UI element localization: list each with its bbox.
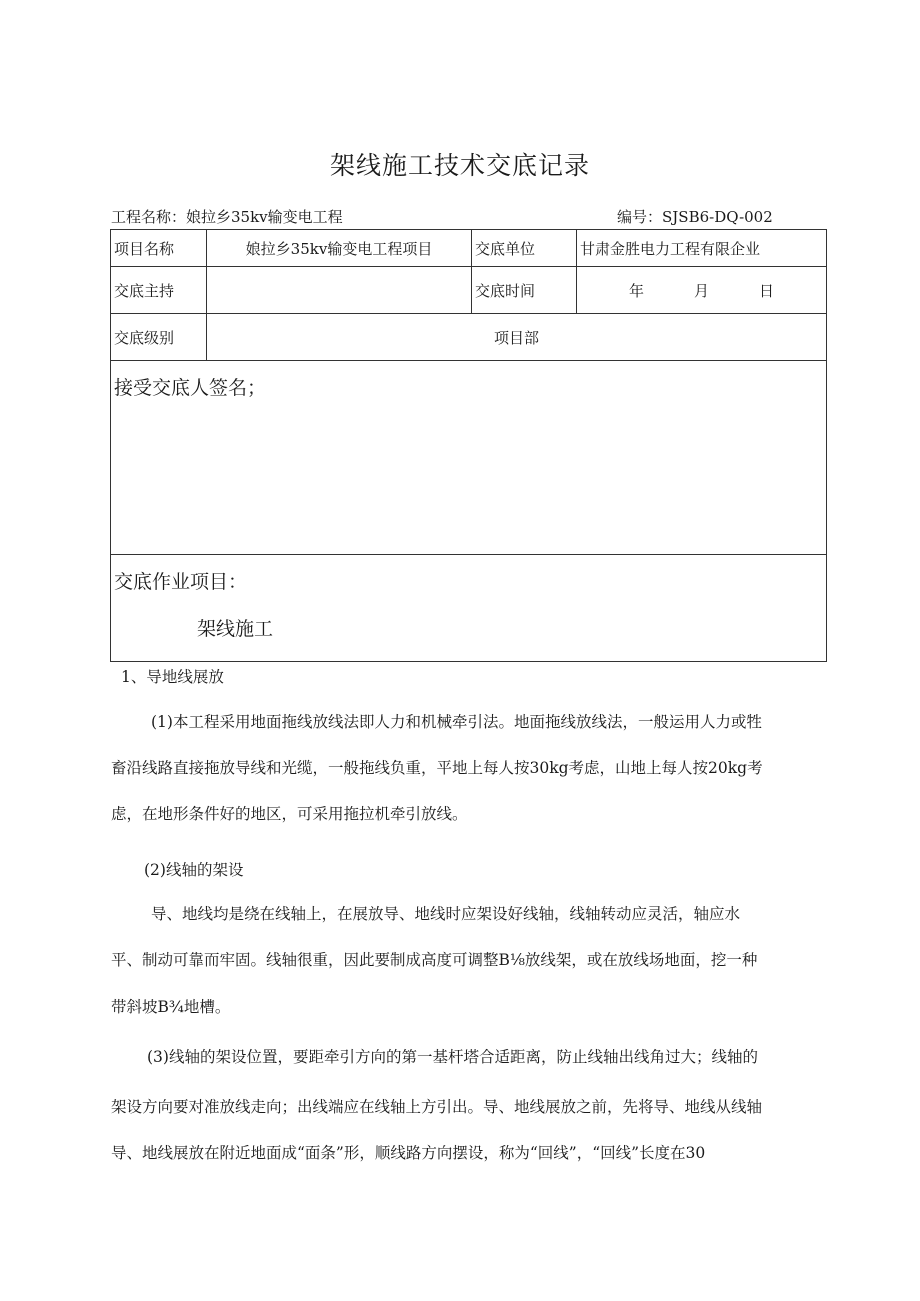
project-name-header: 工程名称：娘拉乡35kv输变电工程 (111, 208, 343, 226)
briefing-level-value: 项目部 (207, 314, 827, 361)
briefing-record-table (110, 229, 827, 662)
briefing-unit-value: 甘肃金胜电力工程有限企业 (577, 230, 827, 267)
briefing-unit-label: 交底单位 (472, 230, 577, 267)
section-heading: 1、导地线展放 (121, 668, 224, 686)
document-number: 编号：SJSB6-DQ-002 (617, 208, 773, 226)
work-item-value: 架线施工 (197, 618, 274, 640)
briefing-host-value (207, 267, 472, 314)
project-name-value: 娘拉乡35kv输变电工程项目 (207, 230, 472, 267)
paragraph-line: 导、地线均是绕在线轴上，在展放导、地线时应架设好线轴，线轴转动应灵活，轴应水 (151, 905, 741, 923)
date-day: 日 (759, 281, 775, 300)
briefing-host-label: 交底主持 (111, 267, 207, 314)
date-year: 年 (628, 281, 644, 300)
paragraph-line: 虑，在地形条件好的地区，可采用拖拉机牵引放线。 (111, 805, 468, 823)
paragraph-line: 架设方向要对准放线走向；出线端应在线轴上方引出。导、地线展放之前，先将导、地线从线轴 (111, 1098, 763, 1116)
paragraph-line: 畜沿线路直接拖放导线和光缆，一般拖线负重，平地上每人按30kg考虑，山地上每人按20kg考 (111, 759, 763, 777)
briefing-time-label: 交底时间 (472, 267, 577, 314)
signature-label: 接受交底人签名； (114, 377, 267, 399)
subsection-heading: (2)线轴的架设 (144, 861, 244, 879)
project-name-label: 项目名称 (111, 230, 207, 267)
briefing-level-label: 交底级别 (111, 314, 207, 361)
paragraph-line: 带斜坡B¾地槽。 (111, 998, 231, 1016)
work-item-cell (111, 555, 827, 662)
paragraph-line: (1)本工程采用地面拖线放线法即人力和机械牵引法。地面拖线放线法，一般运用人力或牲 (151, 713, 762, 731)
date-month: 月 (693, 281, 709, 300)
paragraph-line: 平、制动可靠而牢固。线轴很重，因此要制成高度可调整B⅛放线架，或在放线场地面，挖一种 (111, 951, 758, 969)
briefing-time-value (577, 267, 827, 314)
signature-cell (111, 361, 827, 555)
document-title: 架线施工技术交底记录 (329, 151, 590, 180)
paragraph-line: (3)线轴的架设位置，要距牵引方向的第一基杆塔合适距离，防止线轴出线角过大；线轴的 (147, 1048, 758, 1066)
paragraph-line: 导、地线展放在附近地面成“面条”形，顺线路方向摆设，称为“回线”，“回线”长度在30 (111, 1144, 706, 1162)
work-item-label: 交底作业项目： (114, 571, 248, 593)
